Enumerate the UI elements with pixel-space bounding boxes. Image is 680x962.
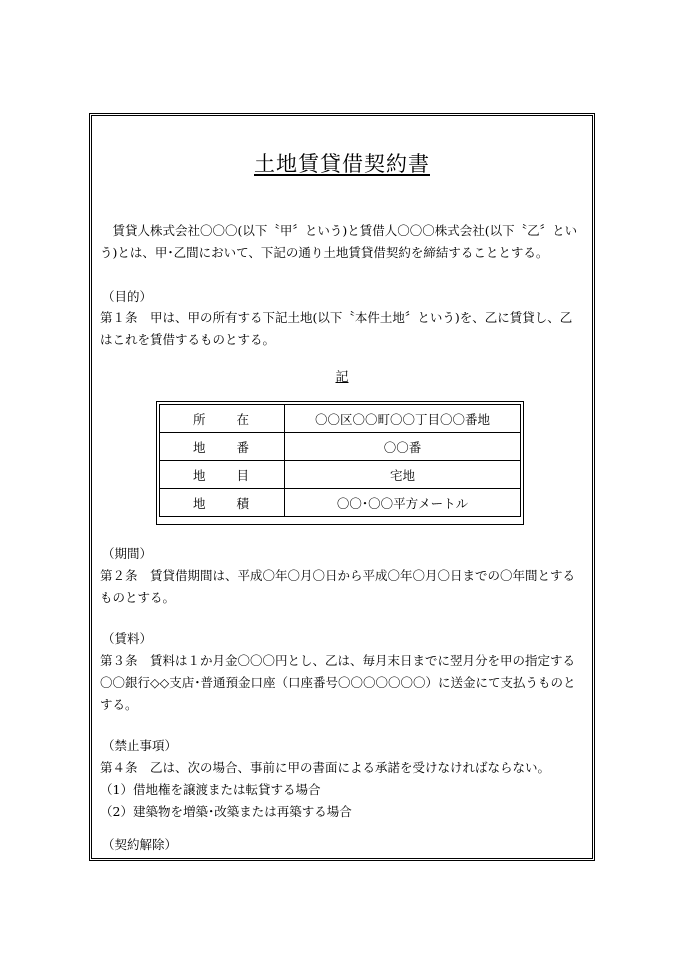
document-frame: [89, 113, 595, 861]
land-value-location: 〇〇区〇〇町〇〇丁目〇〇番地: [285, 405, 521, 433]
table-row: [160, 433, 521, 461]
preamble-line-2: う)とは、甲･乙間において、下記の通り土地賃貸借契約を締結することとする。: [100, 245, 549, 260]
document-title: 土地賃貸借契約書: [254, 152, 430, 176]
article-1-line-2: はこれを賃借するものとする。: [100, 332, 276, 347]
land-label-location: 所 在: [160, 405, 285, 433]
land-label-area: 地 積: [160, 489, 285, 517]
land-table: [159, 404, 521, 517]
table-row: [160, 489, 521, 517]
article-2-line-2: ものとする。: [100, 590, 176, 605]
period-heading: （期間）: [102, 546, 153, 561]
land-value-area: 〇〇･〇〇平方メートル: [285, 489, 521, 517]
article-3-line-1: 第３条 賃料は１か月金〇〇〇円とし、乙は、毎月末日までに翌月分を甲の指定する: [100, 653, 576, 668]
article-4-line-1: 第４条 乙は、次の場合、事前に甲の書面による承諾を受けなければならない。: [100, 760, 551, 775]
prohibited-heading: （禁止事項）: [102, 738, 178, 753]
article-1-line-1: 第１条 甲は、甲の所有する下記土地(以下〝本件土地〞という)を、乙に賃貸し、乙: [100, 310, 573, 325]
article-3-line-3: する。: [100, 697, 138, 712]
table-row: [160, 405, 521, 433]
article-2-line-1: 第２条 賃貸借期間は、平成〇年〇月〇日から平成〇年〇月〇日までの〇年間とする: [100, 568, 576, 583]
land-label-lot-number: 地 番: [160, 433, 285, 461]
termination-heading: （契約解除）: [102, 837, 178, 852]
article-3-line-2: 〇〇銀行◇◇支店･普通預金口座（口座番号〇〇〇〇〇〇〇）に送金にて支払うものと: [100, 675, 576, 690]
article-4-item-1: （1）借地権を譲渡または転貸する場合: [100, 782, 321, 797]
land-value-category: 宅地: [285, 461, 521, 489]
land-label-category: 地 目: [160, 461, 285, 489]
preamble-line-1: 賃貸人株式会社〇〇〇(以下〝甲〞という)と賃借人〇〇〇株式会社(以下〝乙〞とい: [100, 223, 578, 238]
table-row: [160, 461, 521, 489]
land-value-lot-number: 〇〇番: [285, 433, 521, 461]
rent-heading: （賃料）: [102, 631, 153, 646]
article-4-item-2: （2）建築物を増築･改築または再築する場合: [100, 804, 352, 819]
ki-heading: 記: [335, 370, 349, 385]
purpose-heading: （目的）: [102, 289, 153, 304]
